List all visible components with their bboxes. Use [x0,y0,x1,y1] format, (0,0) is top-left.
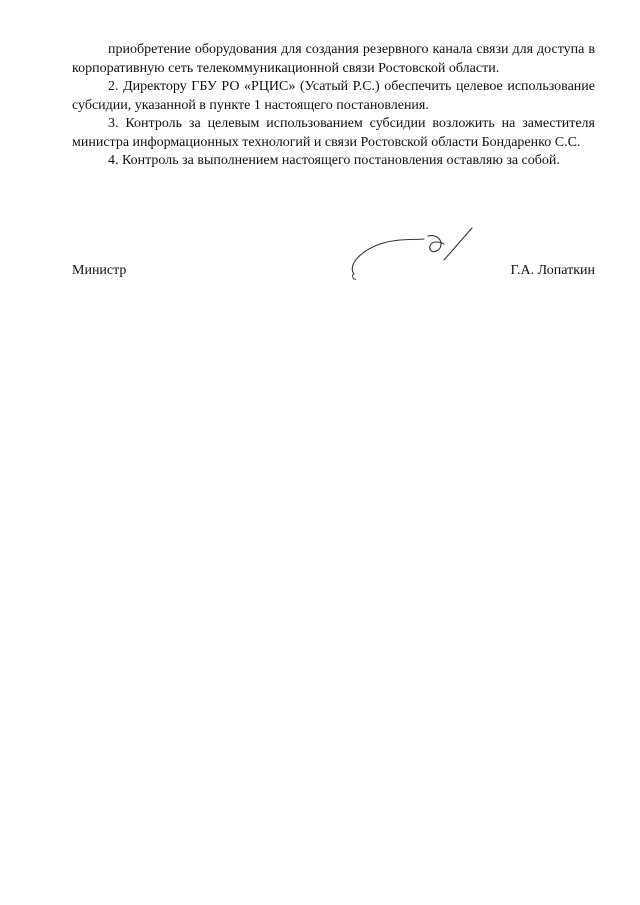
signer-name: Г.А. Лопаткин [510,263,595,278]
paragraph-continuation: приобретение оборудования для создания резервного канала связи для доступа в корпоративную сеть телекоммуникационной связи Ростовской области. [72,42,595,76]
signer-title: Министр [72,263,127,278]
handwritten-signature [340,222,490,284]
paragraph-item-3: 3. Контроль за целевым использованием субсидии возложить на заместителя министра информационных технологий и связи Ростовской области Бондаренко С.С. [72,116,595,150]
paragraph-item-4: 4. Контроль за выполнением настоящего постановления оставляю за собой. [108,153,560,168]
document-body [72,41,595,171]
paragraph-item-2: 2. Директору ГБУ РО «РЦИС» (Усатый Р.С.) обеспечить целевое использование субсидии, указанной в пункте 1 настоящего постановления. [72,79,595,113]
signature-block [72,262,595,282]
